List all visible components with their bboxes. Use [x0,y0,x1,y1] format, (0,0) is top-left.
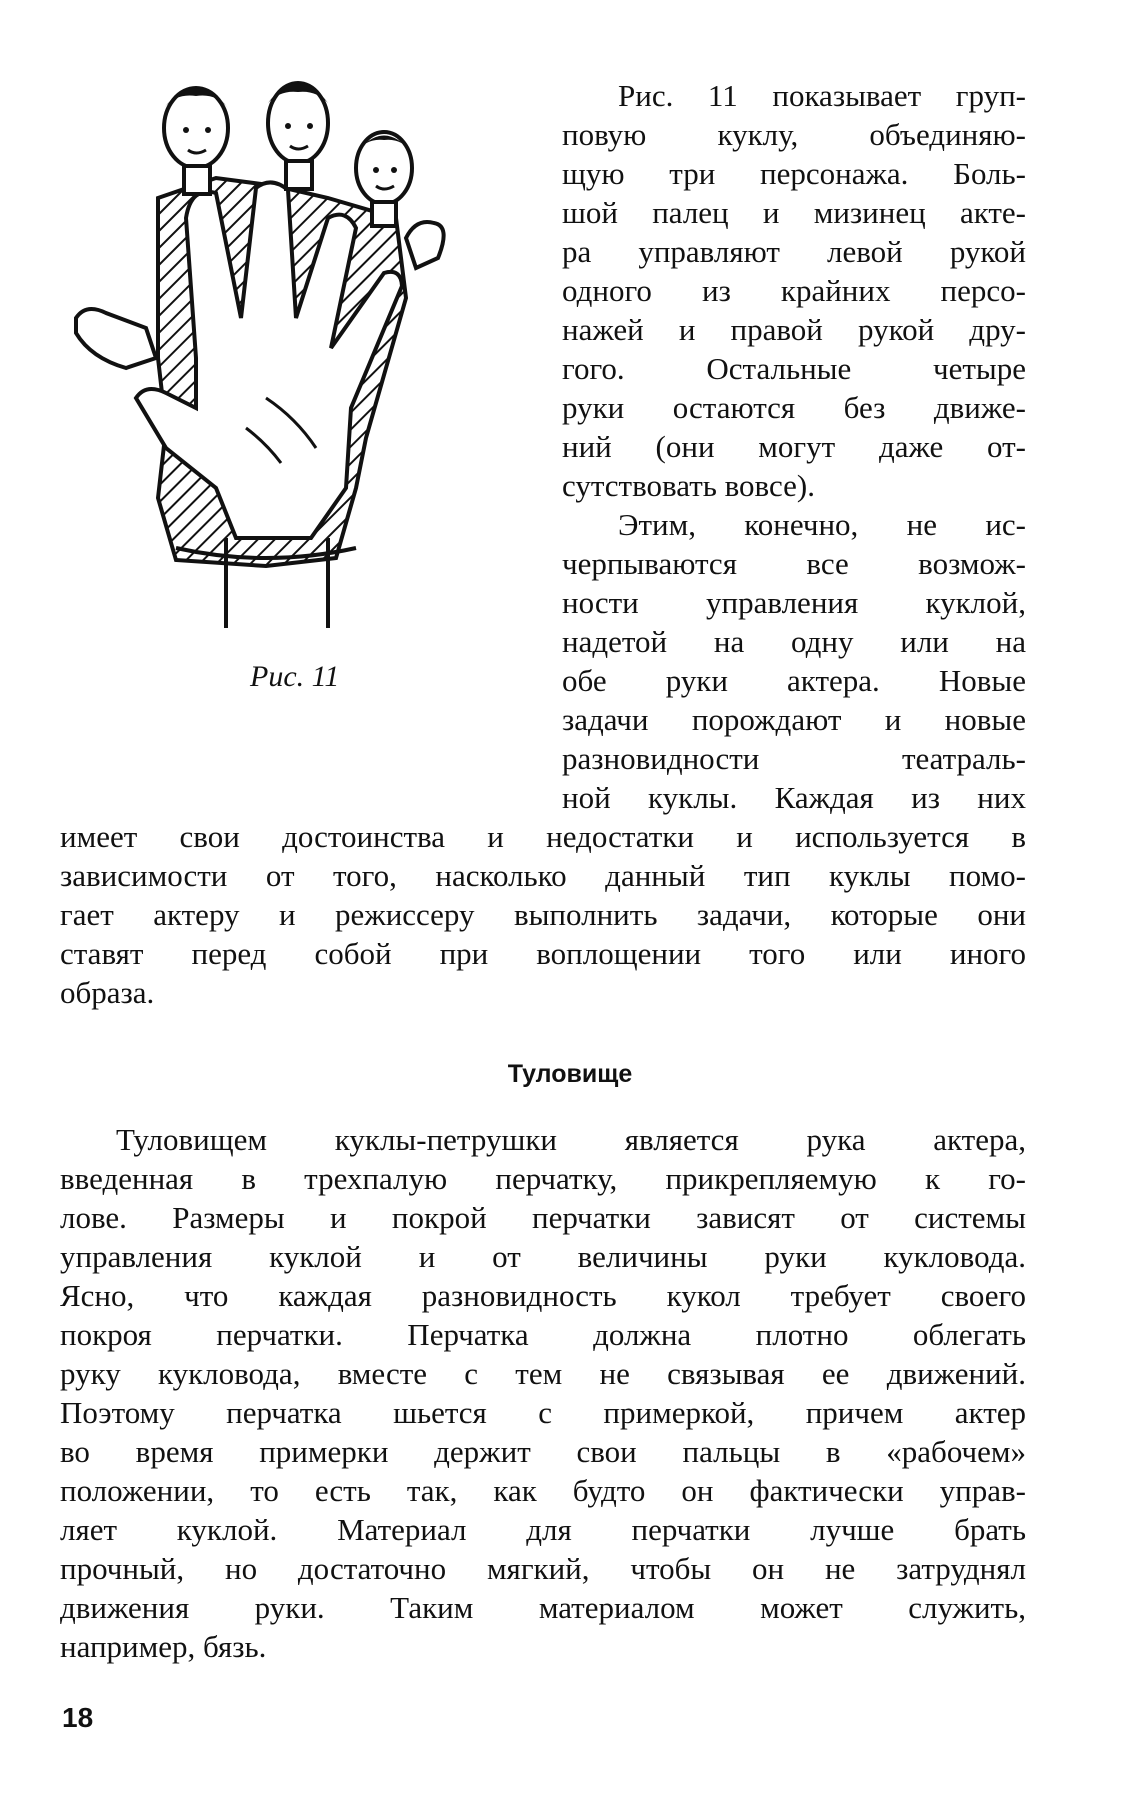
text-line: ра управляют левой рукой [562,234,1026,269]
hand-puppet-icon [66,68,496,648]
figure-caption: Рис. 11 [250,660,340,693]
text-line: надетой на одну или на [562,624,1026,659]
text-line: например, бязь. [60,1629,267,1664]
text-line: повую куклу, объединяю- [562,117,1026,152]
text-line: образа. [60,975,155,1010]
text-line: покроя перчатки. Перчатка должна плотно облегать [60,1317,1026,1352]
column-text [562,76,1026,817]
text-line: задачи порождают и новые [562,702,1026,737]
text-line: руки остаются без движе- [562,390,1026,425]
text-line: обе руки актера. Новые [562,663,1026,698]
text-line: гого. Остальные четыре [562,351,1026,386]
text-line: имеет свои достоинства и недостатки и используется в [60,819,1026,854]
figure-illustration [66,68,496,648]
text-line: Этим, конечно, не ис- [618,507,1026,542]
text-line: гает актеру и режиссеру выполнить задачи, которые они [60,897,1026,932]
text-line: ности управления куклой, [562,585,1026,620]
text-line: одного из крайних персо- [562,273,1026,308]
text-line: руку кукловода, вместе с тем не связывая ее движений. [60,1356,1026,1391]
continuation-text [60,817,1026,1012]
text-line: нажей и правой рукой дру- [562,312,1026,347]
text-line: ний (они могут даже от- [562,429,1026,464]
page-number: 18 [62,1702,94,1733]
section-heading: Туловище [507,1060,633,1088]
text-line: движения руки. Таким материалом может служить, [60,1590,1026,1625]
text-line: Ясно, что каждая разновидность кукол требует своего [60,1278,1026,1313]
text-line: прочный, но достаточно мягкий, чтобы он не затруднял [60,1551,1026,1586]
text-line: введенная в трехпалую перчатку, прикрепляемую к го- [60,1161,1026,1196]
section-text [60,1120,1026,1666]
text-line: положении, то есть так, как будто он фактически управ- [60,1473,1026,1508]
text-line: щую три персонажа. Боль- [562,156,1026,191]
text-line: разновидности театраль- [562,741,1026,776]
text-line: во время примерки держит свои пальцы в «рабочем» [60,1434,1026,1469]
text-line: Туловищем куклы-петрушки является рука актера, [116,1122,1026,1157]
text-line: Поэтому перчатка шьется с примеркой, причем актер [60,1395,1026,1430]
text-line: ставят перед собой при воплощении того или иного [60,936,1026,971]
text-line: Рис. 11 показывает груп- [618,78,1026,113]
text-line: шой палец и мизинец акте- [562,195,1026,230]
text-line: зависимости от того, насколько данный тип куклы помо- [60,858,1026,893]
text-line: управления куклой и от величины руки кукловода. [60,1239,1026,1274]
text-line: ляет куклой. Материал для перчатки лучше брать [60,1512,1026,1547]
text-line: ной куклы. Каждая из них [562,780,1026,815]
text-line: черпываются все возмож- [562,546,1026,581]
text-line: сутствовать вовсе). [562,468,815,503]
text-line: лове. Размеры и покрой перчатки зависят от системы [60,1200,1026,1235]
